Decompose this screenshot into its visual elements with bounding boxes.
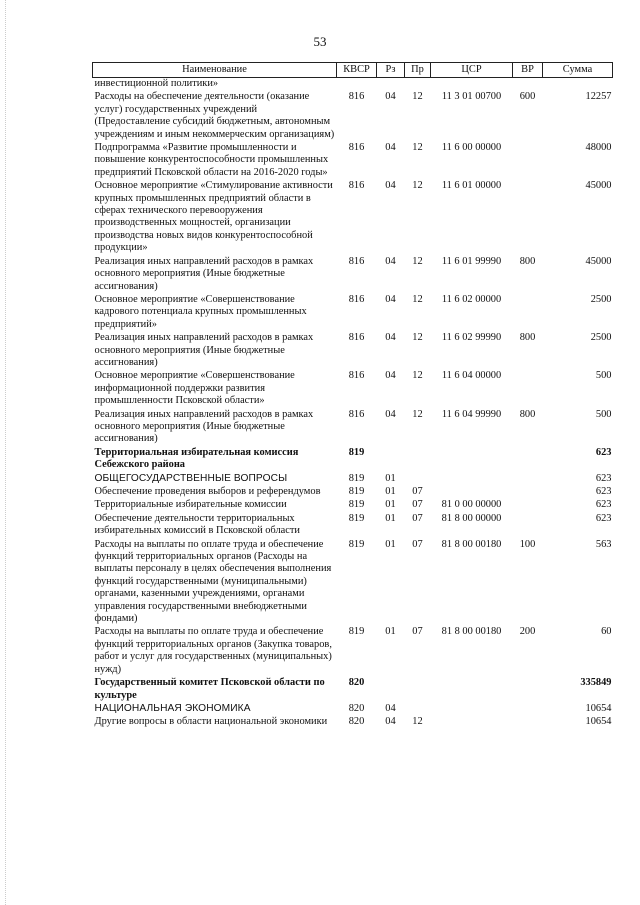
cell-sum: 60 bbox=[601, 626, 612, 638]
table-row bbox=[93, 90, 613, 141]
cell-rz bbox=[377, 78, 405, 91]
cell-kvsr: 819 bbox=[348, 538, 365, 550]
cell-rz: 04 bbox=[385, 408, 396, 420]
table-row bbox=[93, 78, 613, 91]
cell-name: Обеспечение деятельности территориальных избирательных комиссий в Псковской области bbox=[94, 512, 300, 537]
cell-csr bbox=[431, 472, 513, 485]
cell-rz: 01 bbox=[385, 538, 396, 550]
cell-name: инвестиционной политики» bbox=[94, 78, 219, 89]
table-row bbox=[93, 498, 613, 511]
col-header-name: Наименование bbox=[93, 63, 337, 78]
cell-csr: 11 6 01 99990 bbox=[441, 255, 502, 267]
cell-pr: 12 bbox=[412, 293, 423, 305]
page-number: 53 bbox=[313, 34, 327, 49]
cell-pr: 07 bbox=[412, 499, 423, 511]
cell-rz: 04 bbox=[385, 332, 396, 344]
cell-vr bbox=[513, 702, 543, 715]
cell-csr bbox=[431, 78, 513, 91]
table-row bbox=[93, 512, 613, 538]
col-header-vr: ВР bbox=[513, 63, 543, 78]
cell-rz: 01 bbox=[385, 512, 396, 524]
cell-sum: 623 bbox=[595, 486, 612, 497]
cell-name: Реализация иных направлений расходов в рамках основного мероприятия (Иные бюджетные ассигнования) bbox=[94, 255, 314, 292]
cell-vr bbox=[513, 512, 543, 538]
cell-rz: 04 bbox=[385, 142, 396, 154]
cell-csr: 11 3 01 00700 bbox=[441, 91, 502, 103]
cell-name: Реализация иных направлений расходов в рамках основного мероприятия (Иные бюджетные ассигнования) bbox=[94, 332, 314, 368]
cell-kvsr: 819 bbox=[348, 472, 365, 484]
cell-kvsr: 819 bbox=[348, 486, 365, 497]
cell-kvsr: 819 bbox=[348, 446, 365, 458]
cell-csr: 11 6 00 00000 bbox=[441, 142, 502, 154]
cell-name: Основное мероприятие «Совершенствование информационной поддержки развития промышленности Псковской области» bbox=[94, 370, 295, 407]
cell-kvsr: 816 bbox=[348, 293, 365, 305]
cell-csr: 81 8 00 00180 bbox=[441, 538, 502, 550]
cell-name: Расходы на обеспечение деятельности (оказание услуг) государственных учреждений (Предоставление субсидий бюджетным, автономным учреждениям и иным некоммерческим организациям) bbox=[94, 91, 335, 140]
cell-pr bbox=[405, 702, 431, 715]
table-row bbox=[93, 485, 613, 498]
cell-rz: 01 bbox=[385, 499, 396, 511]
cell-name: Государственный комитет Псковской области по культуре bbox=[94, 677, 325, 701]
cell-pr bbox=[405, 472, 431, 485]
cell-name: Основное мероприятие «Совершенствование кадрового потенциала крупных промышленных предприятий» bbox=[94, 293, 307, 330]
cell-csr: 11 6 01 00000 bbox=[441, 180, 502, 192]
cell-vr: 800 bbox=[519, 332, 536, 344]
cell-rz: 04 bbox=[385, 91, 396, 103]
cell-vr: 100 bbox=[519, 538, 536, 550]
cell-name: Реализация иных направлений расходов в рамках основного мероприятия (Иные бюджетные ассигнования) bbox=[94, 408, 314, 445]
cell-kvsr: 816 bbox=[348, 255, 365, 267]
cell-sum: 623 bbox=[595, 472, 612, 484]
cell-kvsr: 816 bbox=[348, 408, 365, 420]
cell-pr: 12 bbox=[412, 255, 423, 267]
budget-table bbox=[92, 62, 613, 729]
cell-vr bbox=[513, 78, 543, 91]
cell-vr bbox=[513, 472, 543, 485]
table-body bbox=[93, 78, 613, 729]
cell-kvsr: 820 bbox=[348, 702, 365, 714]
cell-rz: 04 bbox=[385, 293, 396, 305]
cell-sum: 623 bbox=[595, 446, 612, 458]
col-header-sum: Сумма bbox=[543, 63, 613, 78]
cell-name: Обеспечение проведения выборов и референдумов bbox=[94, 486, 321, 497]
cell-vr: 200 bbox=[519, 626, 536, 638]
cell-name: ОБЩЕГОСУДАРСТВЕННЫЕ ВОПРОСЫ bbox=[94, 472, 288, 484]
cell-vr bbox=[513, 446, 543, 472]
cell-sum: 500 bbox=[595, 408, 612, 420]
cell-csr: 11 6 02 99990 bbox=[441, 332, 502, 344]
cell-vr bbox=[513, 676, 543, 702]
cell-pr: 12 bbox=[412, 91, 423, 103]
table-row bbox=[93, 141, 613, 179]
cell-name: Основное мероприятие «Стимулирование активности крупных промышленных предприятий области в сферах технического перевооружения производственных мощностей, организации производства новых видов конкурентоспособной продукции» bbox=[94, 180, 333, 254]
cell-vr: 800 bbox=[519, 255, 536, 267]
cell-kvsr: 816 bbox=[348, 370, 365, 382]
cell-name: Другие вопросы в области национальной экономики bbox=[94, 716, 328, 728]
cell-pr: 07 bbox=[412, 486, 423, 497]
cell-pr: 12 bbox=[412, 142, 423, 154]
cell-kvsr: 819 bbox=[348, 512, 365, 524]
cell-name: Расходы на выплаты по оплате труда и обеспечение функций территориальных органов (Закупка товаров, работ и услуг для государственных (муниципальных) нужд) bbox=[94, 626, 332, 675]
cell-kvsr: 819 bbox=[348, 499, 365, 511]
cell-kvsr: 816 bbox=[348, 180, 365, 192]
cell-sum: 45000 bbox=[585, 255, 612, 267]
cell-pr: 07 bbox=[412, 512, 423, 524]
col-header-pr: Пр bbox=[405, 63, 431, 78]
cell-vr bbox=[513, 498, 543, 511]
cell-kvsr: 816 bbox=[348, 142, 365, 154]
cell-sum: 623 bbox=[595, 512, 612, 524]
cell-rz: 04 bbox=[385, 255, 396, 267]
col-header-kvsr: КВСР bbox=[337, 63, 377, 78]
cell-csr: 81 0 00 00000 bbox=[441, 499, 502, 511]
cell-pr: 07 bbox=[412, 538, 423, 550]
cell-sum: 500 bbox=[595, 370, 612, 382]
table-row bbox=[93, 408, 613, 446]
cell-vr bbox=[513, 293, 543, 331]
cell-csr bbox=[431, 485, 513, 498]
table-row bbox=[93, 472, 613, 485]
cell-csr: 11 6 02 00000 bbox=[441, 293, 502, 305]
cell-rz: 01 bbox=[385, 626, 396, 638]
cell-sum: 335849 bbox=[580, 677, 612, 689]
cell-vr: 800 bbox=[519, 408, 536, 420]
cell-rz: 04 bbox=[385, 716, 396, 728]
cell-kvsr: 820 bbox=[348, 716, 365, 728]
cell-rz: 04 bbox=[385, 370, 396, 382]
table-row bbox=[93, 293, 613, 331]
table-row bbox=[93, 446, 613, 472]
cell-pr: 12 bbox=[412, 332, 423, 344]
cell-name: НАЦИОНАЛЬНАЯ ЭКОНОМИКА bbox=[94, 702, 251, 714]
cell-rz bbox=[377, 446, 405, 472]
table-row bbox=[93, 702, 613, 715]
cell-sum: 563 bbox=[595, 538, 612, 550]
scan-edge bbox=[5, 0, 6, 905]
cell-kvsr: 819 bbox=[348, 626, 365, 638]
cell-name: Подпрограмма «Развитие промышленности и повышение конкурентоспособности промышленных предприятий Псковской области на 2016-2020 годы» bbox=[94, 142, 329, 178]
cell-sum: 45000 bbox=[585, 180, 612, 192]
cell-pr: 12 bbox=[412, 408, 423, 420]
cell-kvsr bbox=[337, 78, 377, 91]
cell-csr bbox=[431, 702, 513, 715]
table-row bbox=[93, 676, 613, 702]
cell-pr bbox=[405, 446, 431, 472]
cell-pr: 12 bbox=[412, 716, 423, 728]
table-row bbox=[93, 715, 613, 728]
cell-rz: 01 bbox=[385, 472, 396, 484]
table-row bbox=[93, 369, 613, 407]
cell-csr: 11 6 04 00000 bbox=[441, 370, 502, 382]
cell-vr: 600 bbox=[519, 91, 536, 103]
cell-csr bbox=[431, 715, 513, 728]
cell-kvsr: 816 bbox=[348, 332, 365, 344]
cell-sum bbox=[543, 78, 613, 91]
col-header-csr: ЦСР bbox=[431, 63, 513, 78]
cell-pr: 07 bbox=[412, 626, 423, 638]
cell-csr: 81 8 00 00000 bbox=[441, 512, 502, 524]
cell-sum: 2500 bbox=[590, 293, 612, 305]
table-row bbox=[93, 538, 613, 626]
cell-pr bbox=[405, 78, 431, 91]
cell-rz bbox=[377, 676, 405, 702]
cell-pr bbox=[405, 676, 431, 702]
cell-csr bbox=[431, 676, 513, 702]
cell-sum: 48000 bbox=[585, 142, 612, 154]
col-header-rz: Рз bbox=[377, 63, 405, 78]
table-row bbox=[93, 179, 613, 254]
cell-csr: 81 8 00 00180 bbox=[441, 626, 502, 638]
cell-vr bbox=[513, 369, 543, 407]
cell-vr bbox=[513, 179, 543, 254]
cell-sum: 12257 bbox=[585, 91, 612, 103]
cell-vr bbox=[513, 141, 543, 179]
cell-name: Территориальная избирательная комиссия Себежского района bbox=[94, 446, 299, 471]
cell-vr bbox=[513, 485, 543, 498]
cell-sum: 623 bbox=[595, 499, 612, 511]
cell-vr bbox=[513, 715, 543, 728]
cell-pr: 12 bbox=[412, 180, 423, 192]
cell-sum: 10654 bbox=[585, 716, 612, 728]
cell-name: Территориальные избирательные комиссии bbox=[94, 499, 287, 511]
table-row bbox=[93, 625, 613, 676]
cell-sum: 2500 bbox=[590, 332, 612, 344]
cell-kvsr: 816 bbox=[348, 91, 365, 103]
table-row bbox=[93, 255, 613, 293]
cell-rz: 01 bbox=[385, 486, 396, 497]
cell-name: Расходы на выплаты по оплате труда и обеспечение функций территориальных органов (Расходы на выплаты персоналу в целях обеспечения выполнения функций государственными (муниципальными) органами, казенными учреждениями, органами управления государственными внебюджетными фондами) bbox=[94, 538, 332, 625]
cell-csr: 11 6 04 99990 bbox=[441, 408, 502, 420]
cell-sum: 10654 bbox=[585, 702, 612, 714]
cell-pr: 12 bbox=[412, 370, 423, 382]
cell-rz: 04 bbox=[385, 180, 396, 192]
table-row bbox=[93, 331, 613, 369]
cell-csr bbox=[431, 446, 513, 472]
table-header bbox=[93, 63, 613, 78]
cell-rz: 04 bbox=[385, 702, 396, 714]
cell-kvsr: 820 bbox=[348, 677, 365, 689]
